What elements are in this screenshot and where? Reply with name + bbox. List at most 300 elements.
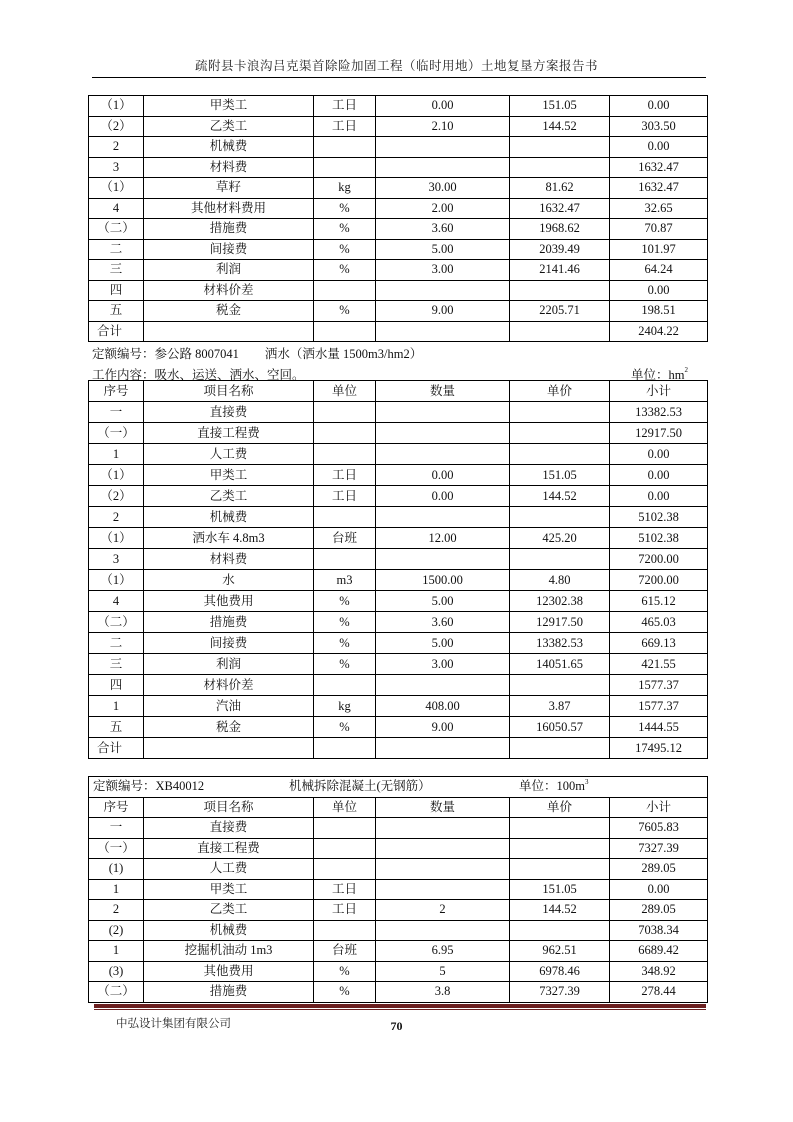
quota-name: 机械拆除混凝土(无钢筋） bbox=[289, 779, 431, 793]
quota-name: 洒水（洒水量 1500m3/hm2） bbox=[264, 347, 423, 361]
cell-seq: 四 bbox=[89, 280, 144, 301]
cell-unit-price bbox=[510, 675, 610, 696]
cell-seq: 1 bbox=[89, 696, 144, 717]
unit-value: 100m bbox=[556, 779, 585, 793]
cell-subtotal: 5102.38 bbox=[610, 528, 708, 549]
header-subtotal: 小计 bbox=[610, 797, 708, 818]
cell-unit: m3 bbox=[314, 570, 376, 591]
cell-unit-price: 81.62 bbox=[510, 178, 610, 199]
cell-unit bbox=[314, 838, 376, 859]
cell-unit: % bbox=[314, 239, 376, 260]
cell-unit bbox=[314, 444, 376, 465]
cell-unit-price: 144.52 bbox=[510, 486, 610, 507]
cell-unit-price: 425.20 bbox=[510, 528, 610, 549]
cell-item-name: 其他费用 bbox=[144, 591, 314, 612]
footer-divider-thin bbox=[94, 1009, 706, 1010]
quota-code-line bbox=[92, 344, 422, 362]
unit-value: hm bbox=[668, 368, 685, 382]
cell-unit-price: 1632.47 bbox=[510, 198, 610, 219]
cell-quantity: 3.60 bbox=[376, 612, 510, 633]
cell-quantity bbox=[376, 280, 510, 301]
header-unit: 单位 bbox=[314, 797, 376, 818]
table-row bbox=[89, 838, 708, 859]
cell-unit-price: 151.05 bbox=[510, 465, 610, 486]
table-body bbox=[89, 402, 708, 759]
cell-unit: % bbox=[314, 260, 376, 281]
cell-item-name: 水 bbox=[144, 570, 314, 591]
table-row bbox=[89, 859, 708, 880]
cell-seq: （一） bbox=[89, 423, 144, 444]
cell-quantity bbox=[376, 321, 510, 342]
cell-subtotal: 64.24 bbox=[610, 260, 708, 281]
cell-unit bbox=[314, 859, 376, 880]
cell-unit: kg bbox=[314, 696, 376, 717]
cell-unit bbox=[314, 321, 376, 342]
header-item-name: 项目名称 bbox=[144, 797, 314, 818]
cell-unit bbox=[314, 423, 376, 444]
cell-item-name: 人工费 bbox=[144, 859, 314, 880]
cell-quantity bbox=[376, 818, 510, 839]
cell-seq: 3 bbox=[89, 157, 144, 178]
page-number: 70 bbox=[390, 1019, 403, 1033]
table-row bbox=[89, 507, 708, 528]
cell-quantity bbox=[376, 137, 510, 158]
cell-unit-price bbox=[510, 157, 610, 178]
cell-quantity: 2.00 bbox=[376, 198, 510, 219]
cell-subtotal: 12917.50 bbox=[610, 423, 708, 444]
cell-seq: （1） bbox=[89, 465, 144, 486]
cell-item-name: 措施费 bbox=[144, 219, 314, 240]
cell-seq: 合计 bbox=[89, 738, 144, 759]
cell-subtotal: 465.03 bbox=[610, 612, 708, 633]
table-row bbox=[89, 280, 708, 301]
quota-table-concrete-demolition bbox=[88, 776, 708, 1003]
footer-company-name: 中弘设计集团有限公司 bbox=[116, 1018, 231, 1030]
cell-unit-price: 144.52 bbox=[510, 116, 610, 137]
header-quantity: 数量 bbox=[376, 797, 510, 818]
header-quantity: 数量 bbox=[376, 381, 510, 402]
cell-unit-price bbox=[510, 444, 610, 465]
cell-quantity bbox=[376, 859, 510, 880]
cell-seq: （二） bbox=[89, 982, 144, 1003]
cell-unit-price bbox=[510, 507, 610, 528]
header-seq: 序号 bbox=[89, 381, 144, 402]
cell-seq: (2) bbox=[89, 920, 144, 941]
cell-quantity: 0.00 bbox=[376, 96, 510, 117]
cell-item-name: 洒水车 4.8m3 bbox=[144, 528, 314, 549]
cell-quantity: 30.00 bbox=[376, 178, 510, 199]
quota-code: XB40012 bbox=[155, 779, 205, 794]
quota-info-row bbox=[89, 777, 708, 798]
cell-seq: (1) bbox=[89, 859, 144, 880]
table-row bbox=[89, 301, 708, 322]
cell-unit bbox=[314, 738, 376, 759]
cell-quantity: 9.00 bbox=[376, 717, 510, 738]
header-subtotal: 小计 bbox=[610, 381, 708, 402]
table-body bbox=[89, 96, 708, 342]
cell-quantity: 5 bbox=[376, 961, 510, 982]
table-row bbox=[89, 239, 708, 260]
cell-quantity: 3.60 bbox=[376, 219, 510, 240]
cell-seq: 合计 bbox=[89, 321, 144, 342]
cell-item-name: 乙类工 bbox=[144, 900, 314, 921]
table-row bbox=[89, 982, 708, 1003]
header-unit-price: 单价 bbox=[510, 797, 610, 818]
cell-item-name: 材料费 bbox=[144, 157, 314, 178]
cell-quantity: 2 bbox=[376, 900, 510, 921]
cell-seq: 三 bbox=[89, 654, 144, 675]
cell-seq: （1） bbox=[89, 178, 144, 199]
unit-label: 单位： bbox=[631, 368, 669, 382]
cell-item-name: 直接工程费 bbox=[144, 423, 314, 444]
cell-seq: （1） bbox=[89, 528, 144, 549]
cell-quantity: 6.95 bbox=[376, 941, 510, 962]
cell-unit: % bbox=[314, 961, 376, 982]
cell-quantity: 5.00 bbox=[376, 591, 510, 612]
unit-superscript: 3 bbox=[585, 778, 589, 786]
cell-unit-price bbox=[510, 818, 610, 839]
header-row bbox=[89, 797, 708, 818]
header-divider bbox=[92, 77, 706, 78]
cell-unit bbox=[314, 402, 376, 423]
table-row bbox=[89, 675, 708, 696]
cell-unit-price: 144.52 bbox=[510, 900, 610, 921]
cell-item-name: 其他费用 bbox=[144, 961, 314, 982]
cell-item-name bbox=[144, 321, 314, 342]
table-header bbox=[89, 381, 708, 402]
table-row bbox=[89, 633, 708, 654]
cell-unit bbox=[314, 507, 376, 528]
cell-unit-price: 962.51 bbox=[510, 941, 610, 962]
cell-quantity: 12.00 bbox=[376, 528, 510, 549]
table-row bbox=[89, 941, 708, 962]
cell-subtotal: 0.00 bbox=[610, 96, 708, 117]
cell-item-name: 其他材料费用 bbox=[144, 198, 314, 219]
cell-unit-price: 4.80 bbox=[510, 570, 610, 591]
cell-quantity: 0.00 bbox=[376, 486, 510, 507]
table-row bbox=[89, 402, 708, 423]
cell-unit bbox=[314, 675, 376, 696]
cell-subtotal: 278.44 bbox=[610, 982, 708, 1003]
header-unit: 单位 bbox=[314, 381, 376, 402]
cell-seq: 2 bbox=[89, 900, 144, 921]
cell-unit: % bbox=[314, 591, 376, 612]
cell-subtotal: 0.00 bbox=[610, 444, 708, 465]
cell-subtotal: 32.65 bbox=[610, 198, 708, 219]
cell-unit: % bbox=[314, 219, 376, 240]
cell-item-name: 直接费 bbox=[144, 402, 314, 423]
table-row bbox=[89, 654, 708, 675]
cell-seq: （2） bbox=[89, 116, 144, 137]
cell-unit bbox=[314, 280, 376, 301]
cell-subtotal: 198.51 bbox=[610, 301, 708, 322]
cell-subtotal: 303.50 bbox=[610, 116, 708, 137]
cell-subtotal: 101.97 bbox=[610, 239, 708, 260]
table-row bbox=[89, 549, 708, 570]
cell-unit-price: 151.05 bbox=[510, 96, 610, 117]
cell-item-name: 乙类工 bbox=[144, 116, 314, 137]
table-row bbox=[89, 321, 708, 342]
cell-item-name: 间接费 bbox=[144, 633, 314, 654]
cell-subtotal: 17495.12 bbox=[610, 738, 708, 759]
table-row bbox=[89, 879, 708, 900]
cell-unit-price bbox=[510, 402, 610, 423]
cell-seq: 3 bbox=[89, 549, 144, 570]
cell-unit: 工日 bbox=[314, 96, 376, 117]
cell-unit bbox=[314, 137, 376, 158]
cell-unit: % bbox=[314, 982, 376, 1003]
cell-unit-price: 2141.46 bbox=[510, 260, 610, 281]
table-row bbox=[89, 198, 708, 219]
cell-item-name: 草籽 bbox=[144, 178, 314, 199]
quota-code-label: 定额编号： bbox=[93, 779, 156, 794]
quota-table-continued bbox=[88, 95, 708, 342]
cell-unit-price: 14051.65 bbox=[510, 654, 610, 675]
cell-subtotal: 7038.34 bbox=[610, 920, 708, 941]
table-row bbox=[89, 818, 708, 839]
table-body bbox=[89, 797, 708, 1002]
cell-unit: % bbox=[314, 301, 376, 322]
cell-item-name: 材料费 bbox=[144, 549, 314, 570]
quota-info-cell bbox=[89, 777, 708, 798]
header-unit-price: 单价 bbox=[510, 381, 610, 402]
header-seq: 序号 bbox=[89, 797, 144, 818]
cell-item-name: 税金 bbox=[144, 717, 314, 738]
cell-unit-price: 12917.50 bbox=[510, 612, 610, 633]
cell-subtotal: 289.05 bbox=[610, 900, 708, 921]
cell-seq: 4 bbox=[89, 198, 144, 219]
cell-seq: 五 bbox=[89, 301, 144, 322]
cell-quantity: 1500.00 bbox=[376, 570, 510, 591]
table-row bbox=[89, 738, 708, 759]
table-row bbox=[89, 900, 708, 921]
cell-quantity: 408.00 bbox=[376, 696, 510, 717]
cell-unit: kg bbox=[314, 178, 376, 199]
cell-item-name: 措施费 bbox=[144, 982, 314, 1003]
cell-seq: 2 bbox=[89, 137, 144, 158]
cell-subtotal: 7605.83 bbox=[610, 818, 708, 839]
cell-unit-price: 2039.49 bbox=[510, 239, 610, 260]
cell-quantity: 5.00 bbox=[376, 633, 510, 654]
table-row bbox=[89, 961, 708, 982]
cell-seq: （2） bbox=[89, 486, 144, 507]
cell-quantity bbox=[376, 507, 510, 528]
table-row bbox=[89, 219, 708, 240]
cell-item-name: 机械费 bbox=[144, 920, 314, 941]
cell-unit-price bbox=[510, 423, 610, 444]
cell-seq: 4 bbox=[89, 591, 144, 612]
cell-item-name: 机械费 bbox=[144, 137, 314, 158]
cell-unit: 台班 bbox=[314, 941, 376, 962]
cell-subtotal: 7200.00 bbox=[610, 549, 708, 570]
cell-unit-price bbox=[510, 738, 610, 759]
cell-unit-price bbox=[510, 280, 610, 301]
cell-unit-price: 151.05 bbox=[510, 879, 610, 900]
cell-seq: （二） bbox=[89, 612, 144, 633]
cell-quantity: 3.00 bbox=[376, 260, 510, 281]
cell-quantity: 5.00 bbox=[376, 239, 510, 260]
cell-unit: 工日 bbox=[314, 879, 376, 900]
cell-quantity bbox=[376, 675, 510, 696]
cell-quantity: 2.10 bbox=[376, 116, 510, 137]
cell-unit-price bbox=[510, 859, 610, 880]
cell-quantity: 0.00 bbox=[376, 465, 510, 486]
cell-seq: 1 bbox=[89, 941, 144, 962]
cell-quantity bbox=[376, 738, 510, 759]
unit-label: 单位： bbox=[519, 779, 557, 793]
cell-quantity bbox=[376, 838, 510, 859]
cell-seq: 一 bbox=[89, 818, 144, 839]
cell-item-name bbox=[144, 738, 314, 759]
header-row bbox=[89, 381, 708, 402]
cell-item-name: 直接工程费 bbox=[144, 838, 314, 859]
cell-unit bbox=[314, 920, 376, 941]
cell-quantity bbox=[376, 920, 510, 941]
cell-unit: 工日 bbox=[314, 116, 376, 137]
cell-subtotal: 0.00 bbox=[610, 486, 708, 507]
document-header-title: 疏附县卡浪沟吕克渠首除险加固工程（临时用地）土地复垦方案报告书 bbox=[194, 59, 598, 73]
cell-seq: 二 bbox=[89, 633, 144, 654]
cell-unit-price: 7327.39 bbox=[510, 982, 610, 1003]
cell-subtotal: 5102.38 bbox=[610, 507, 708, 528]
cell-subtotal: 0.00 bbox=[610, 280, 708, 301]
cell-unit bbox=[314, 157, 376, 178]
cell-seq: 2 bbox=[89, 507, 144, 528]
table-row bbox=[89, 717, 708, 738]
cell-item-name: 税金 bbox=[144, 301, 314, 322]
quota-unit bbox=[519, 777, 589, 796]
cell-unit-price: 13382.53 bbox=[510, 633, 610, 654]
cell-subtotal: 7327.39 bbox=[610, 838, 708, 859]
cell-seq: （1） bbox=[89, 570, 144, 591]
cell-quantity bbox=[376, 549, 510, 570]
cell-unit-price: 3.87 bbox=[510, 696, 610, 717]
cell-item-name: 人工费 bbox=[144, 444, 314, 465]
cell-subtotal: 13382.53 bbox=[610, 402, 708, 423]
table-row bbox=[89, 465, 708, 486]
cell-subtotal: 1632.47 bbox=[610, 157, 708, 178]
cell-seq: 一 bbox=[89, 402, 144, 423]
cell-item-name: 间接费 bbox=[144, 239, 314, 260]
table-header bbox=[89, 777, 708, 798]
cell-item-name: 直接费 bbox=[144, 818, 314, 839]
table-row bbox=[89, 528, 708, 549]
cell-quantity: 3.8 bbox=[376, 982, 510, 1003]
cell-seq: 1 bbox=[89, 444, 144, 465]
cell-unit-price bbox=[510, 549, 610, 570]
cell-subtotal: 1444.55 bbox=[610, 717, 708, 738]
cell-unit-price: 12302.38 bbox=[510, 591, 610, 612]
cell-item-name: 甲类工 bbox=[144, 96, 314, 117]
work-content: 吸水、运送、洒水、空回。 bbox=[154, 368, 305, 382]
cell-subtotal: 421.55 bbox=[610, 654, 708, 675]
quota-table-sprinkling bbox=[88, 380, 708, 759]
cell-unit bbox=[314, 549, 376, 570]
cell-seq: （一） bbox=[89, 838, 144, 859]
cell-unit: % bbox=[314, 654, 376, 675]
table-row bbox=[89, 612, 708, 633]
cell-unit: 台班 bbox=[314, 528, 376, 549]
cell-seq: (3) bbox=[89, 961, 144, 982]
cell-seq: （1） bbox=[89, 96, 144, 117]
cell-item-name: 措施费 bbox=[144, 612, 314, 633]
cell-subtotal: 0.00 bbox=[610, 879, 708, 900]
table-row bbox=[89, 423, 708, 444]
cell-unit-price: 16050.57 bbox=[510, 717, 610, 738]
cell-unit-price bbox=[510, 838, 610, 859]
cell-seq: 二 bbox=[89, 239, 144, 260]
cell-seq: 四 bbox=[89, 675, 144, 696]
cell-item-name: 材料价差 bbox=[144, 280, 314, 301]
cell-quantity: 9.00 bbox=[376, 301, 510, 322]
cell-unit: 工日 bbox=[314, 465, 376, 486]
cell-subtotal: 348.92 bbox=[610, 961, 708, 982]
cell-item-name: 机械费 bbox=[144, 507, 314, 528]
work-content-label: 工作内容： bbox=[92, 368, 155, 382]
table-row bbox=[89, 920, 708, 941]
table-row bbox=[89, 260, 708, 281]
cell-quantity bbox=[376, 879, 510, 900]
cell-subtotal: 0.00 bbox=[610, 465, 708, 486]
cell-quantity bbox=[376, 444, 510, 465]
cell-unit: 工日 bbox=[314, 900, 376, 921]
cell-subtotal: 70.87 bbox=[610, 219, 708, 240]
cell-unit: % bbox=[314, 198, 376, 219]
table-row bbox=[89, 96, 708, 117]
cell-subtotal: 1632.47 bbox=[610, 178, 708, 199]
cell-unit bbox=[314, 818, 376, 839]
table-row bbox=[89, 591, 708, 612]
cell-subtotal: 615.12 bbox=[610, 591, 708, 612]
quota-code-label: 定额编号： bbox=[92, 347, 155, 361]
cell-seq: 三 bbox=[89, 260, 144, 281]
cell-item-name: 甲类工 bbox=[144, 879, 314, 900]
table-row bbox=[89, 116, 708, 137]
table-row bbox=[89, 486, 708, 507]
cell-seq: （二） bbox=[89, 219, 144, 240]
table-row bbox=[89, 444, 708, 465]
table-row bbox=[89, 157, 708, 178]
cell-quantity bbox=[376, 423, 510, 444]
cell-item-name: 汽油 bbox=[144, 696, 314, 717]
cell-subtotal: 1577.37 bbox=[610, 696, 708, 717]
cell-unit-price bbox=[510, 137, 610, 158]
cell-subtotal: 7200.00 bbox=[610, 570, 708, 591]
header-item-name: 项目名称 bbox=[144, 381, 314, 402]
table-row bbox=[89, 696, 708, 717]
cell-item-name: 利润 bbox=[144, 654, 314, 675]
cell-seq: 1 bbox=[89, 879, 144, 900]
table-row bbox=[89, 570, 708, 591]
cell-unit-price bbox=[510, 321, 610, 342]
table-row bbox=[89, 137, 708, 158]
cell-item-name: 利润 bbox=[144, 260, 314, 281]
cell-item-name: 挖掘机油动 1m3 bbox=[144, 941, 314, 962]
cell-subtotal: 2404.22 bbox=[610, 321, 708, 342]
cell-seq: 五 bbox=[89, 717, 144, 738]
cell-item-name: 乙类工 bbox=[144, 486, 314, 507]
cell-unit: % bbox=[314, 612, 376, 633]
cell-unit: % bbox=[314, 633, 376, 654]
unit-superscript: 2 bbox=[684, 366, 688, 374]
cell-unit: 工日 bbox=[314, 486, 376, 507]
cell-subtotal: 6689.42 bbox=[610, 941, 708, 962]
cell-unit-price: 6978.46 bbox=[510, 961, 610, 982]
cell-quantity: 3.00 bbox=[376, 654, 510, 675]
cell-subtotal: 669.13 bbox=[610, 633, 708, 654]
cell-item-name: 甲类工 bbox=[144, 465, 314, 486]
cell-unit-price bbox=[510, 920, 610, 941]
